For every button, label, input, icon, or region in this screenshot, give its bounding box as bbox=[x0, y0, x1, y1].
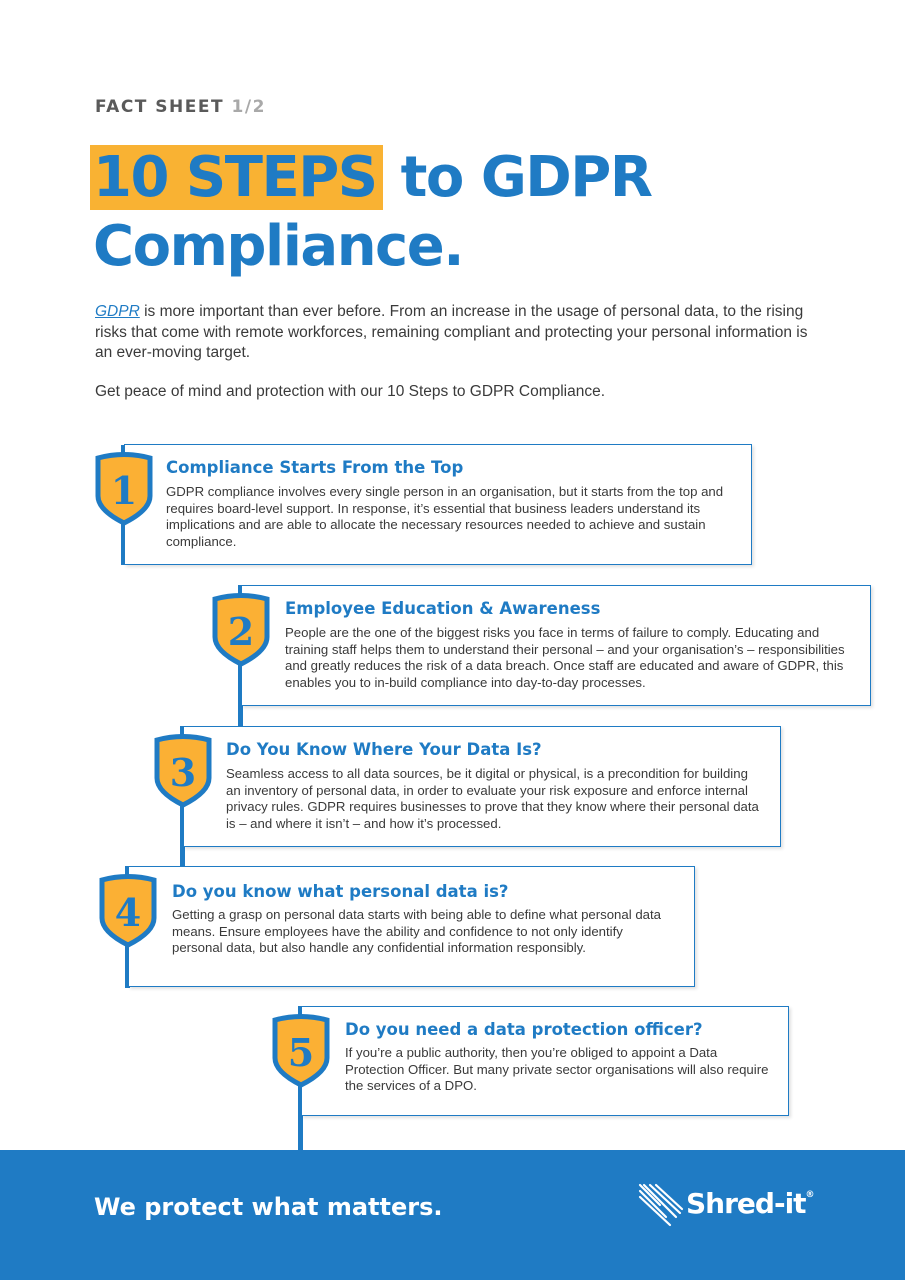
step-2-number: 2 bbox=[227, 609, 255, 654]
step-5-badge-icon bbox=[270, 1014, 332, 1088]
brand-name-text: Shred-it bbox=[686, 1187, 806, 1220]
gdpr-link[interactable]: GDPR bbox=[95, 303, 140, 320]
brand-logo bbox=[638, 1181, 838, 1227]
intro-paragraph bbox=[95, 302, 825, 364]
page-indicator: 1/2 bbox=[231, 97, 266, 117]
step-3-title: Do You Know Where Your Data Is? bbox=[226, 740, 542, 759]
step-5-body: If you’re a public authority, then you’re obliged to appoint a Data Protection Officer. But many private sector organisations will also require the services of a DPO. bbox=[345, 1045, 769, 1094]
step-4-badge-icon bbox=[97, 874, 159, 948]
fact-sheet-label bbox=[95, 97, 266, 117]
step-5-title: Do you need a data protection officer? bbox=[345, 1020, 703, 1039]
step-1-badge-icon bbox=[93, 452, 155, 526]
page-title bbox=[93, 143, 651, 281]
step-4-title: Do you know what personal data is? bbox=[172, 882, 509, 901]
step-3-body: Seamless access to all data sources, be it digital or physical, is a precondition for building an inventory of personal data, in order to evaluate your risk exposure and enforce internal privacy rules. GDPR requires businesses to prove that they know where their personal data is – and where it isn’t – and how it’s processed. bbox=[226, 766, 759, 831]
intro-paragraph-2: Get peace of mind and protection with our 10 Steps to GDPR Compliance. bbox=[95, 383, 606, 400]
step-1-body: GDPR compliance involves every single person in an organisation, but it starts from the top and requires board-level support. In response, it’s essential that business leaders understand its implications and are able to allocate the necessary resources needed to achieve and sustain compliance. bbox=[166, 484, 724, 549]
title-line2: Compliance. bbox=[93, 214, 464, 279]
tagline: We protect what matters. bbox=[94, 1193, 443, 1221]
trademark: ® bbox=[805, 1190, 815, 1200]
step-2-badge-icon bbox=[210, 593, 272, 667]
shred-lines-icon bbox=[638, 1181, 684, 1227]
step-5-number: 5 bbox=[287, 1030, 315, 1075]
brand-name bbox=[686, 1187, 815, 1220]
step-1-number: 1 bbox=[110, 468, 138, 513]
step-1-title: Compliance Starts From the Top bbox=[166, 458, 464, 477]
step-3-badge-icon bbox=[152, 734, 214, 808]
step-4-body: Getting a grasp on personal data starts with being able to define what personal data means. Ensure employees have the ability and confidence to not only identify personal data, but also handle any confidential information responsibly. bbox=[172, 907, 661, 956]
title-highlight: 10 STEPS bbox=[90, 145, 383, 210]
intro-text: is more important than ever before. From an increase in the usage of personal data, to the rising risks that come with remote workforces, remaining compliant and protecting your personal information is an ever-moving target. bbox=[95, 303, 808, 361]
footer-bar bbox=[0, 1150, 905, 1280]
step-2-body: People are the one of the biggest risks you face in terms of failure to comply. Educating and training staff helps them to understand their personal – and your organisation’s – responsibilities and greatly reduces the risk of a data breach. Once staff are educated and aware of GDPR, this enables you to in-build compliance into day-to-day processes. bbox=[285, 625, 845, 690]
step-2-title: Employee Education & Awareness bbox=[285, 599, 601, 618]
step-4-number: 4 bbox=[114, 890, 142, 935]
title-rest: to GDPR bbox=[382, 145, 652, 210]
fact-sheet-text: FACT SHEET bbox=[95, 97, 225, 117]
step-3-number: 3 bbox=[169, 750, 197, 795]
